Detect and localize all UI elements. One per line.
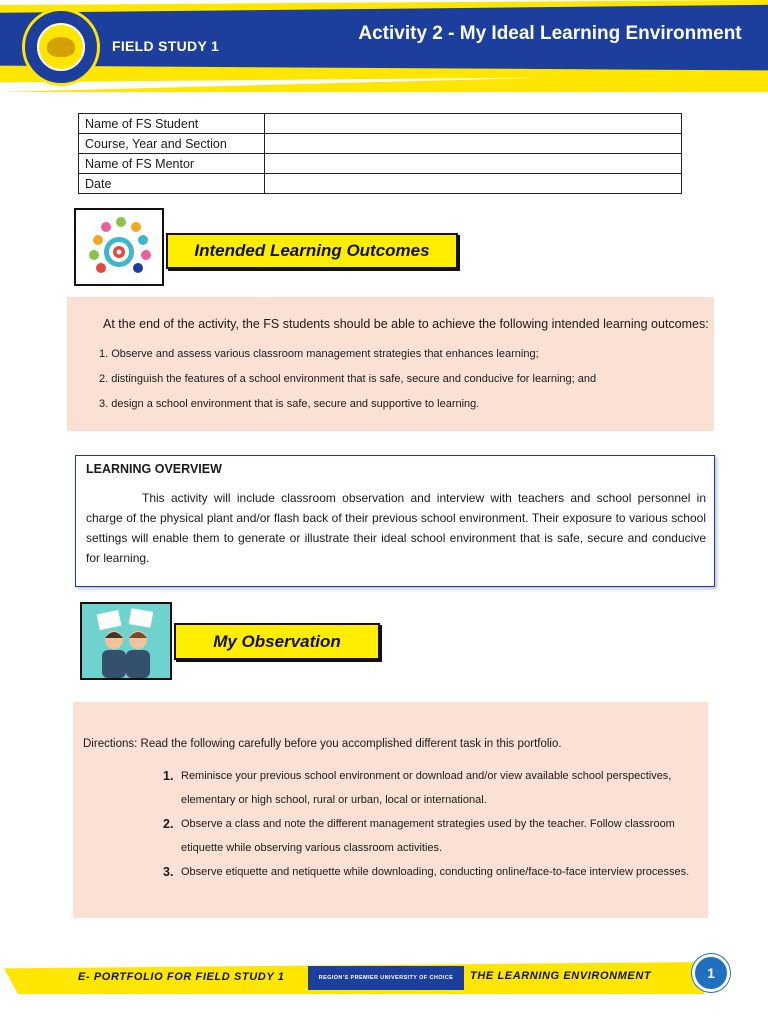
observation-banner (174, 623, 380, 660)
field-study-label: FIELD STUDY 1 (112, 38, 220, 54)
observation-banner-title: My Observation (213, 631, 341, 651)
student-info-table (78, 113, 682, 194)
ilo-intro: At the end of the activity, the FS students should be able to achieve the following intended learning outcomes: (103, 317, 709, 331)
learning-overview-panel (75, 455, 715, 587)
overview-text: This activity will include classroom observation and interview with teachers and school personnel in charge of the physical plant and/or flash back of their previous school environment. Their exposure to various school settings will enable them to generate or illustrate their ideal school environment that is safe, secure and conducive for learning. (86, 491, 706, 565)
list-item (163, 812, 703, 860)
page-footer (0, 952, 768, 1002)
activity-title: Activity 2 - My Ideal Learning Environment (358, 23, 742, 44)
ilo-banner-title: Intended Learning Outcomes (194, 241, 430, 260)
page-header (0, 0, 768, 92)
item-number: 1. (163, 769, 174, 783)
list-item: 1. Observe and assess various classroom management strategies that enhances learning; (99, 348, 539, 360)
directions-list (163, 764, 703, 884)
row-value[interactable] (265, 174, 682, 194)
list-item: 3. design a school environment that is safe, secure and supportive to learning. (99, 398, 480, 410)
directions-intro: Directions: Read the following carefully before you accomplished different task in this portfolio. (83, 738, 562, 750)
list-item: 2. distinguish the features of a school environment that is safe, secure and conducive for learning; and (99, 373, 597, 385)
table-row (79, 134, 682, 154)
item-text: Observe a class and note the different management strategies used by the teacher. Follow classroom etiquette while observing various classroom activities. (181, 818, 675, 854)
page-number-badge: 1 (692, 954, 730, 992)
ilo-panel (67, 297, 714, 431)
table-row (79, 154, 682, 174)
row-value[interactable] (265, 134, 682, 154)
footer-portfolio-label: E- PORTFOLIO FOR FIELD STUDY 1 (78, 971, 285, 983)
overview-title: LEARNING OVERVIEW (86, 462, 222, 476)
row-value[interactable] (265, 154, 682, 174)
item-number: 2. (163, 817, 174, 831)
ilo-list (99, 347, 596, 422)
row-value[interactable] (265, 114, 682, 134)
observation-people-icon (80, 602, 172, 680)
learning-goals-icon (74, 208, 164, 286)
directions-panel (73, 702, 708, 918)
row-label: Name of FS Mentor (79, 154, 265, 174)
footer-tagline: REGION'S PREMIER UNIVERSITY OF CHOICE (308, 966, 464, 990)
footer-section-label: THE LEARNING ENVIRONMENT (470, 970, 652, 982)
item-number: 3. (163, 865, 174, 879)
table-row (79, 174, 682, 194)
item-text: Observe etiquette and netiquette while downloading, conducting online/face-to-face interview processes. (181, 866, 690, 878)
row-label: Course, Year and Section (79, 134, 265, 154)
item-text: Reminisce your previous school environment or download and/or view available school perspectives, elementary or high school, rural or urban, local or international. (181, 770, 672, 806)
ilo-banner (166, 233, 458, 269)
list-item (163, 764, 703, 812)
list-item (163, 860, 703, 884)
table-row (79, 114, 682, 134)
university-seal-icon (22, 8, 100, 86)
row-label: Date (79, 174, 265, 194)
row-label: Name of FS Student (79, 114, 265, 134)
